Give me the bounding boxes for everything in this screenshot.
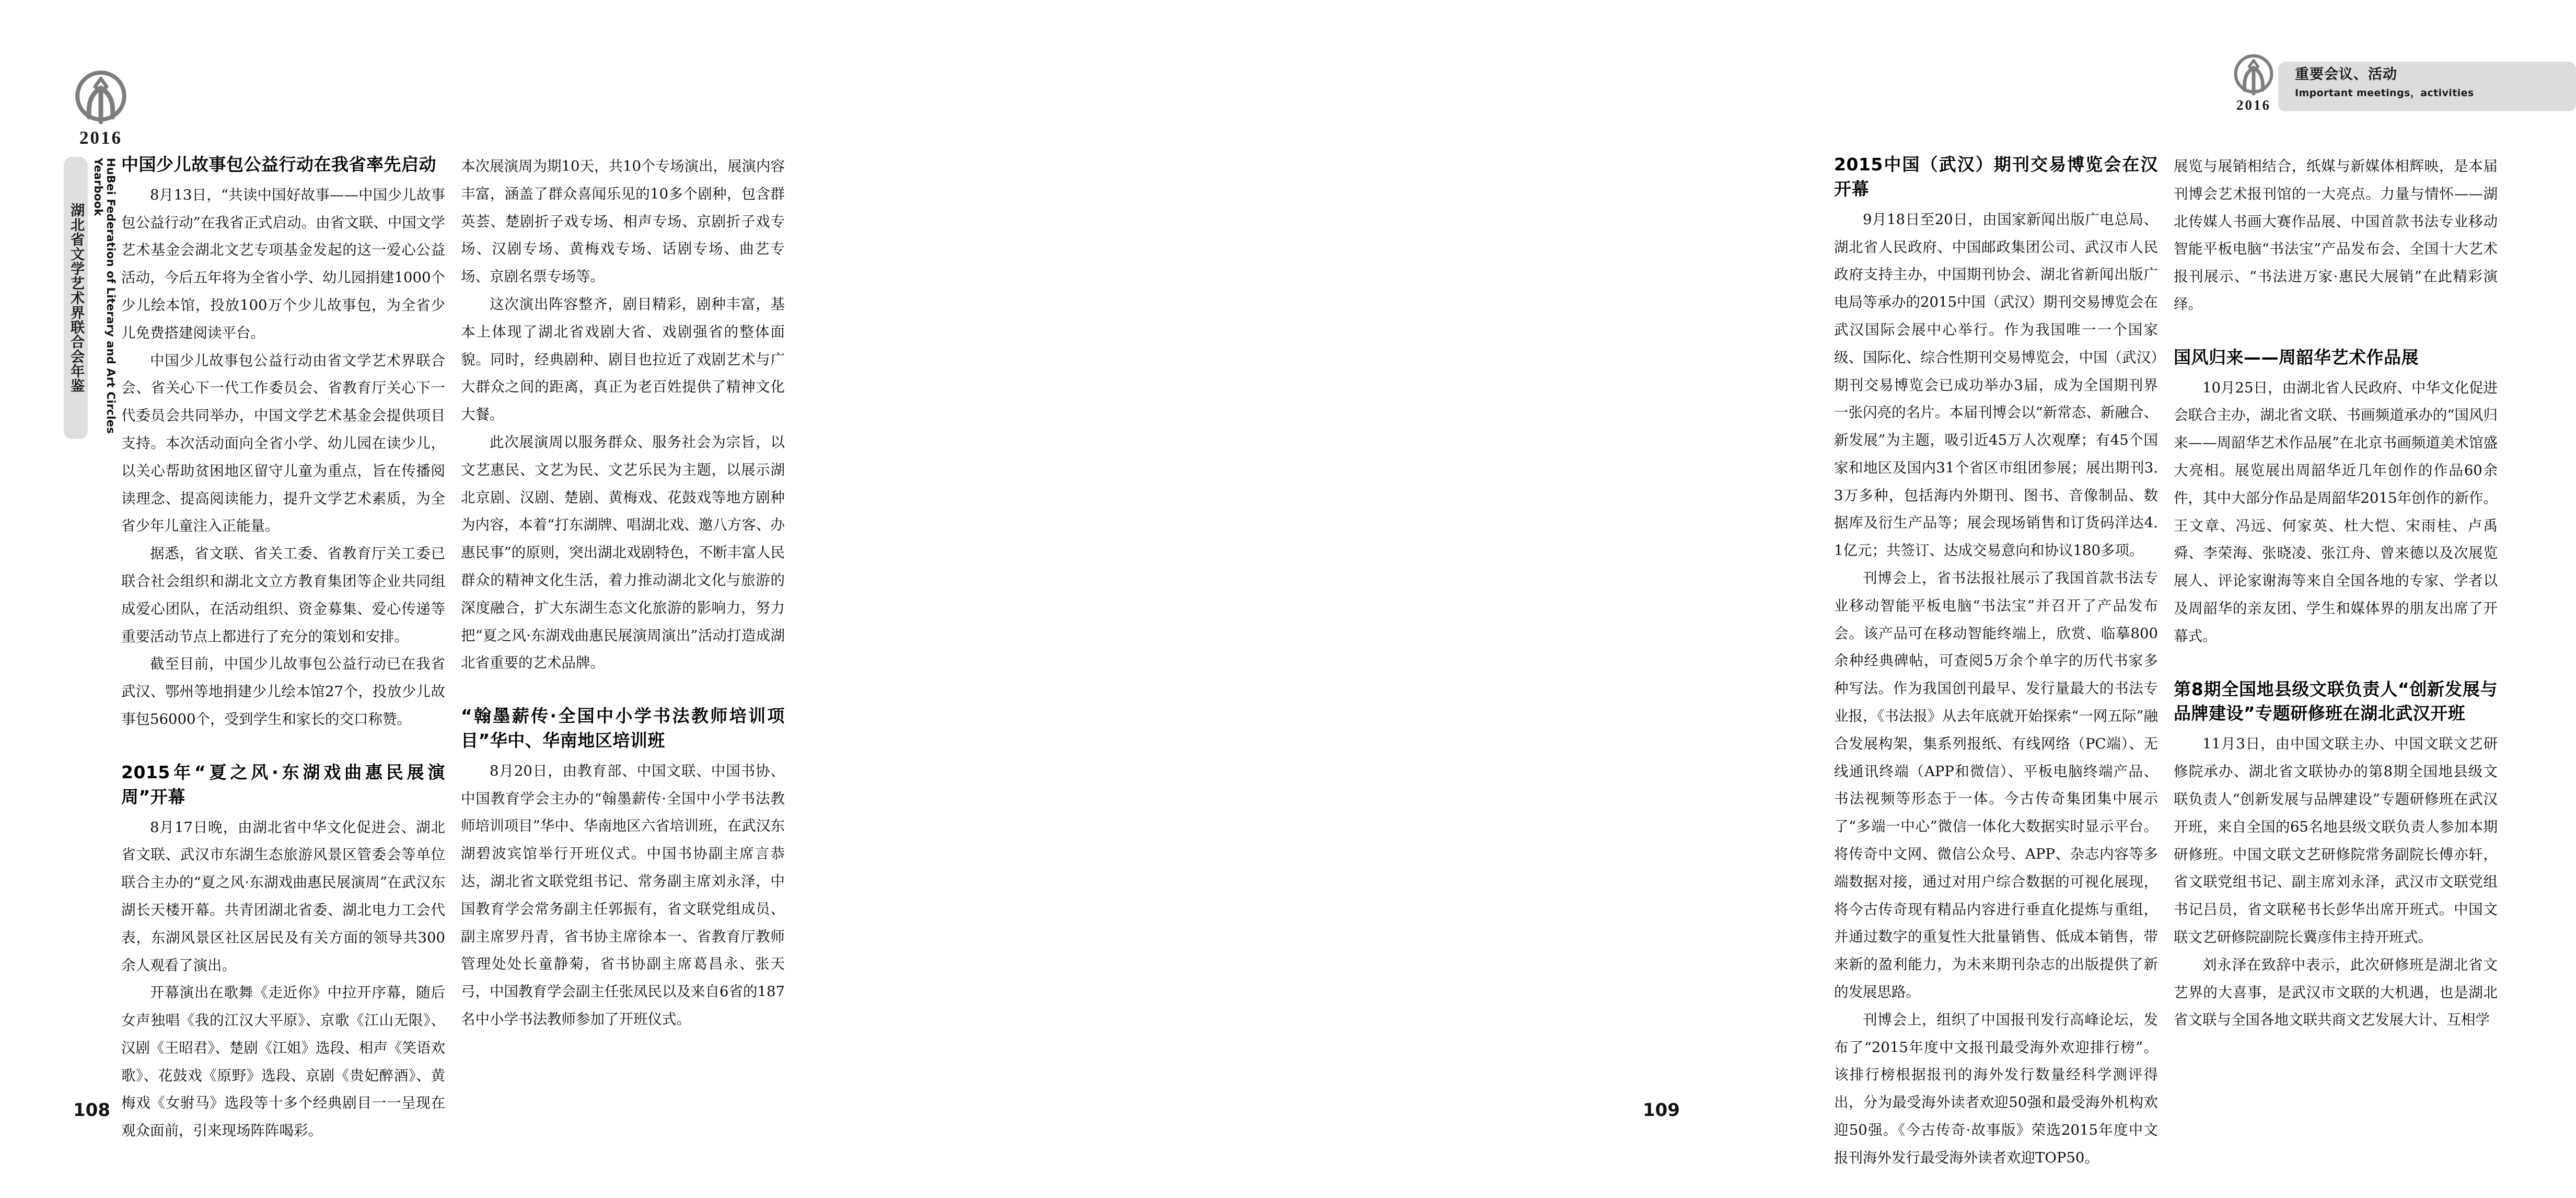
article-paragraph: 展览与展销相结合，纸媒与新媒体相辉映，是本届刊博会艺术报刊馆的一大亮点。力量与情怀——湖北传媒人书画大赛作品展、中国首款书法专业移动智能平板电脑“书法宝”产品发布会、全国十大艺术报刊展示、“书法进万家·惠民大展销”在此精彩演绎。 (2174, 158, 2498, 313)
article-paragraph: 刊博会上，省书法报社展示了我国首款书法专业移动智能平板电脑“书法宝”并召开了产品发布会。该产品可在移动智能终端上，欣赏、临摹800余种经典碑帖，可查阅5万余个单字的历代书家多种写法。作为我国创刊最早、发行量最大的书法专业报，《书法报》从去年底就开始探索“一网五际”融合发展构架，集系列报纸、有线网络（PC端）、无线通讯终端（APP和微信）、平板电脑终端产品、书法视频等形态于一体。今古传奇集团集中展示了“多端一中心”微信一体化大数据实时显示平台。将传奇中文网、微信公众号、APP、杂志内容等多端数据对接，通过对用户综合数据的可视化展现，将今古传奇现有精品内容进行垂直化提炼与重组，并通过数字的重复性大批量销售、低成本销售，带来新的盈利能力，为未来期刊杂志的出版提供了新的发展思路。 (1834, 570, 2158, 1001)
article-paragraph: 截至目前，中国少儿故事包公益行动已在我省武汉、鄂州等地捐建少儿绘本馆27个，投放少儿故事包56000个，受到学生和家长的交口称赞。 (121, 655, 445, 728)
text-column-4 (2174, 153, 2498, 1034)
article-title-children-story-bag: 中国少儿故事包公益行动在我省率先启动 (121, 154, 436, 175)
article-paragraph: 10月25日，由湖北省人民政府、中华文化促进会联合主办，湖北省文联、书画频道承办的“国风归来——周韶华艺术作品展”在北京书画频道美术馆盛大亮相。展览展出周韶华近几年创作的作品60余件，其中大部分作品是周韶华2015年创作的新作。王文章、冯远、何家英、杜大恺、宋雨桂、卢禹舜、李荣海、张晓凌、张江舟、曾来德以及次展览展人、评论家谢海等来自全国各地的专家、学者以及周韶华的亲友团、学生和媒体界的朋友出席了开幕式。 (2174, 379, 2498, 644)
text-column-2 (461, 153, 785, 1033)
article-paragraph: 刘永泽在致辞中表示，此次研修班是湖北省文艺界的大喜事，是武汉市文联的大机遇，也是湖北省文联与全国各地文联共商文艺发展大计、互相学 (2174, 956, 2498, 1029)
article-paragraph: 8月17日晚，由湖北省中华文化促进会、湖北省文联、武汉市东湖生态旅游风景区管委会等单位联合主办的“夏之风·东湖戏曲惠民展演周”在武汉东湖长天楼开幕。共青团湖北省委、湖北电力工会代表，东湖风景区社区居民及有关方面的领导共300余人观看了演出。 (121, 819, 445, 974)
article-paragraph: 11月3日，由中国文联主办、中国文联文艺研修院承办、湖北省文联协办的第8期全国地县级文联负责人“创新发展与品牌建设”专题研修班在武汉开班，来自全国的65名地县级文联负责人参加本期研修班。中国文联文艺研修院常务副院长傅亦轩，省文联党组书记、副主席刘永泽，武汉市文联党组书记吕员，省文联秘书长彭华出席开班式。中国文联文艺研修院副院长冀彦伟主持开班式。 (2174, 735, 2498, 946)
sidebar-title-tab (64, 157, 88, 439)
section-title-en: Important meetings，activities (2295, 87, 2474, 99)
article-paragraph: 本次展演周为期10天，共10个专场演出，展演内容丰富，涵盖了群众喜闻乐见的10多个剧种，包含群英荟、楚剧折子戏专场、相声专场、京剧折子戏专场、汉剧专场、黄梅戏专场、话剧专场、曲艺专场、京剧名票专场等。 (461, 158, 785, 285)
article-title-hanmo-xinchuan-training: “翰墨薪传·全国中小学书法教师培训项目”华中、华南地区培训班 (461, 706, 785, 751)
article-title-summer-wind-donghu: 2015年“夏之风·东湖戏曲惠民展演周”开幕 (121, 762, 445, 807)
text-column-1 (121, 153, 445, 1145)
text-column-3 (1834, 153, 2158, 1172)
article-title-8th-county-federation-seminar: 第8期全国地县级文联负责人“创新发展与品牌建设”专题研修班在湖北武汉开班 (2174, 678, 2498, 724)
page-number-left: 108 (73, 1100, 110, 1121)
article-paragraph: 9月18日至20日，由国家新闻出版广电总局、湖北省人民政府、中国邮政集团公司、武汉市人民政府支持主办，中国期刊协会、湖北省新闻出版广电局等承办的2015中国（武汉）期刊交易博览会在武汉国际会展中心举行。作为我国唯一一个国家级、国际化、综合性期刊交易博览会，中国（武汉）期刊交易博览会已成功举办3届，成为全国期刊界一张闪亮的名片。本届刊博会以“新常态、新融合、新发展”为主题，吸引近45万人次观摩；有45个国家和地区及国内31个省区市组团参展；展出期刊3.3万多种，包括海内外期刊、图书、音像制品、数据库及衍生产品等；展会现场销售和订货码洋达4.1亿元；共签订、达成交易意向和协议180多项。 (1834, 211, 2158, 559)
article-paragraph: 8月13日，“共读中国好故事——中国少儿故事包公益行动”在我省正式启动。由省文联、中国文学艺术基金会湖北文艺专项基金发起的这一爱心公益活动，今后五年将为全省小学、幼儿园捐建1000个少儿绘本馆，投放100万个少儿故事包，为全省少儿免费搭建阅读平台。 (121, 186, 445, 341)
logo-year-right: 2016 (2236, 97, 2271, 113)
right-page (877, 0, 2498, 1198)
federation-emblem-icon (72, 68, 130, 126)
article-paragraph: 中国少儿故事包公益行动由省文学艺术界联合会、省关心下一代工作委员会、省教育厅关心下一代委员会共同举办，中国文学艺术基金会提供项目支持。本次活动面向全省小学、幼儿园在读少儿，以关心帮助贫困地区留守儿童为重点，旨在传播阅读理念、提高阅读能力，提升文学艺术素质，为全省少年儿童注入正能量。 (121, 352, 445, 535)
article-paragraph: 8月20日，由教育部、中国文联、中国书协、中国教育学会主办的“翰墨薪传·全国中小学书法教师培训项目”华中、华南地区六省培训班，在武汉东湖碧波宾馆举行开班仪式。中国书协副主席言恭达，湖北省文联党组书记、常务副主席刘永泽，中国教育学会常务副主任郭振有，省文联党组成员、副主席罗丹青，省书协主席徐本一、省教育厅教师管理处处长童静菊，省书协副主席葛昌永、张天弓，中国教育学会副主任张凤民以及来自6省的187名中小学书法教师参加了开班仪式。 (461, 762, 785, 1028)
sidebar-title-cn: 湖北省文学艺术界联合会年鉴 (68, 203, 85, 393)
yearbook-logo-right (2222, 52, 2285, 113)
section-title-cn: 重要会议、活动 (2295, 66, 2397, 83)
federation-emblem-icon (2231, 52, 2276, 97)
page-number-right: 109 (1643, 1100, 1680, 1121)
sidebar-title-en: HuBei Federation of Literary and Art Circles Yearbook (92, 158, 117, 434)
section-header-band (2278, 62, 2576, 111)
article-title-guofeng-guilai: 国风归来——周韶华艺术作品展 (2174, 347, 2419, 367)
article-paragraph: 刊博会上，组织了中国报刊发行高峰论坛，发布了“2015年度中文报刊最受海外欢迎排行榜”。该排行榜根据报刊的海外发行数量经科学测评得出，分为最受海外读者欢迎50强和最受海外机构欢迎50强。《今古传奇·故事版》荣选2015年度中文报刊海外发行最受海外读者欢迎TOP50。 (1834, 1011, 2158, 1166)
article-paragraph: 开幕演出在歌舞《走近你》中拉开序幕，随后女声独唱《我的江汉大平原》、京歌《江山无限》、汉剧《王昭君》、楚剧《江姐》选段、相声《笑语欢歌》、花鼓戏《原野》选段、京剧《贵妃醉酒》、黄梅戏《女驸马》选段等十多个经典剧目一一呈现在观众面前，引来现场阵阵喝彩。 (121, 984, 445, 1139)
logo-year-left: 2016 (79, 128, 122, 148)
article-paragraph: 此次展演周以服务群众、服务社会为宗旨，以文艺惠民、文艺为民、文艺乐民为主题，以展示湖北京剧、汉剧、楚剧、黄梅戏、花鼓戏等地方剧种为内容，本着“打东湖牌、唱湖北戏、邀八方客、办惠民事”的原则，突出湖北戏剧特色，不断丰富人民群众的精神文化生活，着力推动湖北文化与旅游的深度融合，扩大东湖生态文化旅游的影响力，努力把“夏之风·东湖戏曲惠民展演周演出”活动打造成湖北省重要的艺术品牌。 (461, 433, 785, 672)
yearbook-logo-left (62, 68, 140, 148)
article-title-wuhan-periodical-expo: 2015中国（武汉）期刊交易博览会在汉开幕 (1834, 154, 2158, 199)
article-paragraph: 这次演出阵容整齐，剧目精彩，剧种丰富，基本上体现了湖北省戏剧大省、戏剧强省的整体面貌。同时，经典剧种、剧目也拉近了戏剧艺术与广大群众之间的距离，真正为老百姓提供了精神文化大餐。 (461, 295, 785, 423)
article-paragraph: 据悉，省文联、省关工委、省教育厅关工委已联合社会组织和湖北文立方教育集团等企业共同组成爱心团队，在活动组织、资金募集、爱心传递等重要活动节点上都进行了充分的策划和安排。 (121, 545, 445, 645)
left-page (0, 0, 876, 1198)
